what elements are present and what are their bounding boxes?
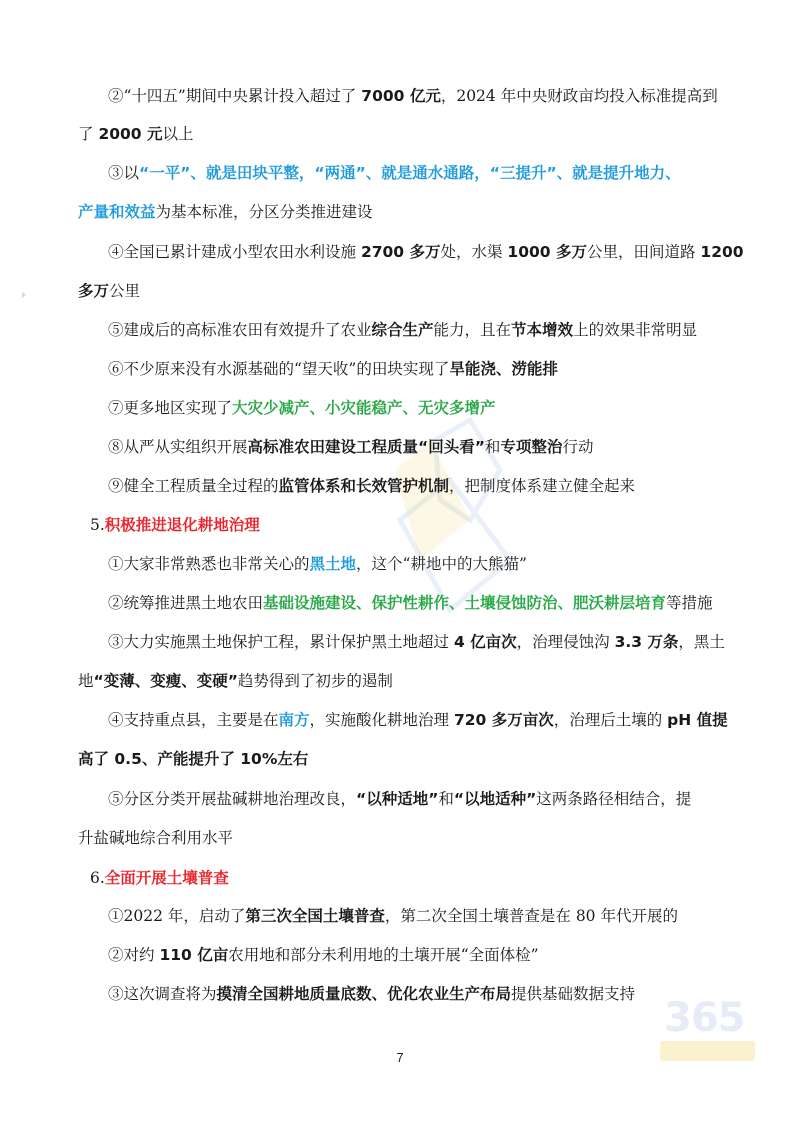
text-segment: 积极推进退化耕地治理: [104, 516, 260, 534]
text-segment: 能力，且在: [433, 321, 512, 339]
text-segment: 以上: [162, 125, 194, 143]
triangle-marker-icon: [22, 292, 26, 298]
text-segment: ④支持重点县，主要是在: [108, 711, 279, 729]
text-line: [108, 904, 738, 928]
text-segment: 4 亿亩次: [453, 633, 517, 651]
text-segment: ③以: [108, 164, 140, 182]
text-segment: 1200: [700, 243, 744, 261]
text-segment: ，黑土: [678, 633, 725, 651]
text-segment: ⑨健全工程质量全过程的: [108, 477, 279, 495]
text-segment: 南方: [278, 711, 310, 729]
text-segment: ⑤分区分类开展盐碱耕地治理改良，: [108, 790, 357, 808]
text-line: [108, 787, 738, 811]
text-segment: 和: [484, 438, 501, 456]
text-segment: ，治理侵蚀沟: [516, 633, 615, 651]
text-segment: 为基本标准，分区分类推进建设: [155, 203, 373, 221]
text-segment: ⑤建成后的高标准农田有效提升了农业: [108, 321, 372, 339]
text-segment: 上的效果非常明显: [573, 321, 698, 339]
text-segment: 第三次全国土壤普查: [245, 907, 385, 925]
text-segment: 和: [438, 790, 454, 808]
text-line: [78, 826, 738, 850]
text-segment: 节本增效: [511, 321, 574, 339]
text-segment: ，2024 年中央财政亩均投入标准提高到: [440, 87, 718, 105]
section-heading: [90, 866, 738, 890]
text-line: [78, 122, 738, 146]
text-segment: ⑧从严从实组织开展: [108, 438, 248, 456]
text-segment: 产量和效益: [78, 203, 156, 221]
text-segment: ②对约: [108, 946, 160, 964]
text-line: [108, 552, 738, 576]
text-segment: 旱能浇、涝能排: [449, 360, 558, 378]
text-segment: ①2022 年，启动了: [108, 907, 246, 925]
text-segment: 高标准农田建设工程质量“回头看”: [247, 438, 485, 456]
text-segment: “以种适地”: [356, 790, 439, 808]
text-segment: “以地适种”: [453, 790, 537, 808]
text-segment: 地: [78, 672, 94, 690]
text-segment: 公里，田间道路: [586, 243, 701, 261]
text-line: [108, 84, 738, 108]
text-segment: 多万: [78, 282, 110, 300]
text-segment: 高了 0.5、产能提升了 10%左右: [78, 750, 309, 768]
text-segment: 6.: [90, 869, 105, 887]
text-segment: ，把制度体系建立健全起来: [449, 477, 636, 495]
text-segment: 专项整治: [500, 438, 563, 456]
text-segment: 摸清全国耕地质量底数、优化农业生产布局: [216, 985, 512, 1003]
page-number: 7: [396, 1050, 404, 1065]
text-segment: 7000 亿元: [361, 87, 441, 105]
text-line: [108, 357, 738, 381]
text-segment: ③大力实施黑土地保护工程，累计保护黑土地超过: [108, 633, 454, 651]
text-segment: 大灾少减产、小灾能稳产、无灾多增产: [232, 399, 496, 417]
text-line: [78, 200, 738, 224]
text-segment: 升盐碱地综合利用水平: [78, 829, 234, 847]
text-segment: 趋势得到了初步的遏制: [237, 672, 393, 690]
section-heading: [90, 513, 738, 537]
text-segment: 提供基础数据支持: [511, 985, 636, 1003]
text-line: [108, 161, 738, 185]
text-segment: 行动: [562, 438, 594, 456]
text-segment: ②“十四五”期间中央累计投入超过了: [108, 87, 362, 105]
text-segment: ⑥不少原来没有水源基础的“望天收”的田块实现了: [108, 360, 450, 378]
text-line: [108, 708, 738, 732]
text-segment: “变薄、变瘦、变硬”: [93, 672, 238, 690]
text-segment: 110 亿亩: [159, 946, 229, 964]
text-segment: 等措施: [666, 594, 713, 612]
text-segment: ，实施酸化耕地治理: [309, 711, 454, 729]
text-line: [108, 435, 738, 459]
text-segment: pH 值提: [667, 711, 728, 729]
text-segment: ②统筹推进黑土地农田: [108, 594, 264, 612]
text-segment: 这两条路径相结合，提: [536, 790, 692, 808]
text-segment: 3.3 万条: [614, 633, 679, 651]
text-segment: 2000 元: [98, 125, 163, 143]
text-segment: 黑土地: [309, 555, 357, 573]
text-segment: 720 多万亩次: [453, 711, 554, 729]
text-segment: ①大家非常熟悉也非常关心的: [108, 555, 310, 573]
text-segment: ，治理后土壤的: [553, 711, 668, 729]
text-segment: 综合生产: [371, 321, 434, 339]
text-segment: 公里: [109, 282, 141, 300]
logo-digits: 365: [664, 995, 745, 1041]
text-line: [108, 982, 738, 1006]
text-line: [108, 318, 738, 342]
text-segment: 基础设施建设、保护性耕作、土壤侵蚀防治、肥沃耕层培育: [263, 594, 667, 612]
text-segment: 全面开展土壤普查: [104, 869, 229, 887]
text-line: [78, 747, 738, 771]
text-line: [108, 943, 738, 967]
text-segment: 农用地和部分未利用地的土壤开展“全面体检”: [228, 946, 539, 964]
text-segment: 2700 多万: [360, 243, 441, 261]
text-line: [78, 279, 738, 303]
text-line: [108, 630, 738, 654]
text-line: [108, 240, 744, 264]
text-segment: “一平”、就是田块平整，“两通”、就是通水通路，“三提升”、就是提升地力、: [139, 164, 681, 182]
text-line: [108, 396, 738, 420]
text-segment: ，第二次全国土壤普查是在 80 年代开展的: [384, 907, 678, 925]
text-line: [108, 474, 738, 498]
text-segment: 了: [78, 125, 99, 143]
text-segment: ④全国已累计建成小型农田水利设施: [108, 243, 361, 261]
text-segment: 5.: [90, 516, 105, 534]
text-segment: ⑦更多地区实现了: [108, 399, 233, 417]
text-segment: ③这次调查将为: [108, 985, 217, 1003]
text-segment: 处，水渠: [440, 243, 508, 261]
text-line: [78, 669, 738, 693]
text-segment: 监管体系和长效管护机制: [278, 477, 450, 495]
text-segment: 1000 多万: [507, 243, 587, 261]
text-segment: ，这个“耕地中的大熊猫”: [356, 555, 527, 573]
text-line: [108, 591, 738, 615]
